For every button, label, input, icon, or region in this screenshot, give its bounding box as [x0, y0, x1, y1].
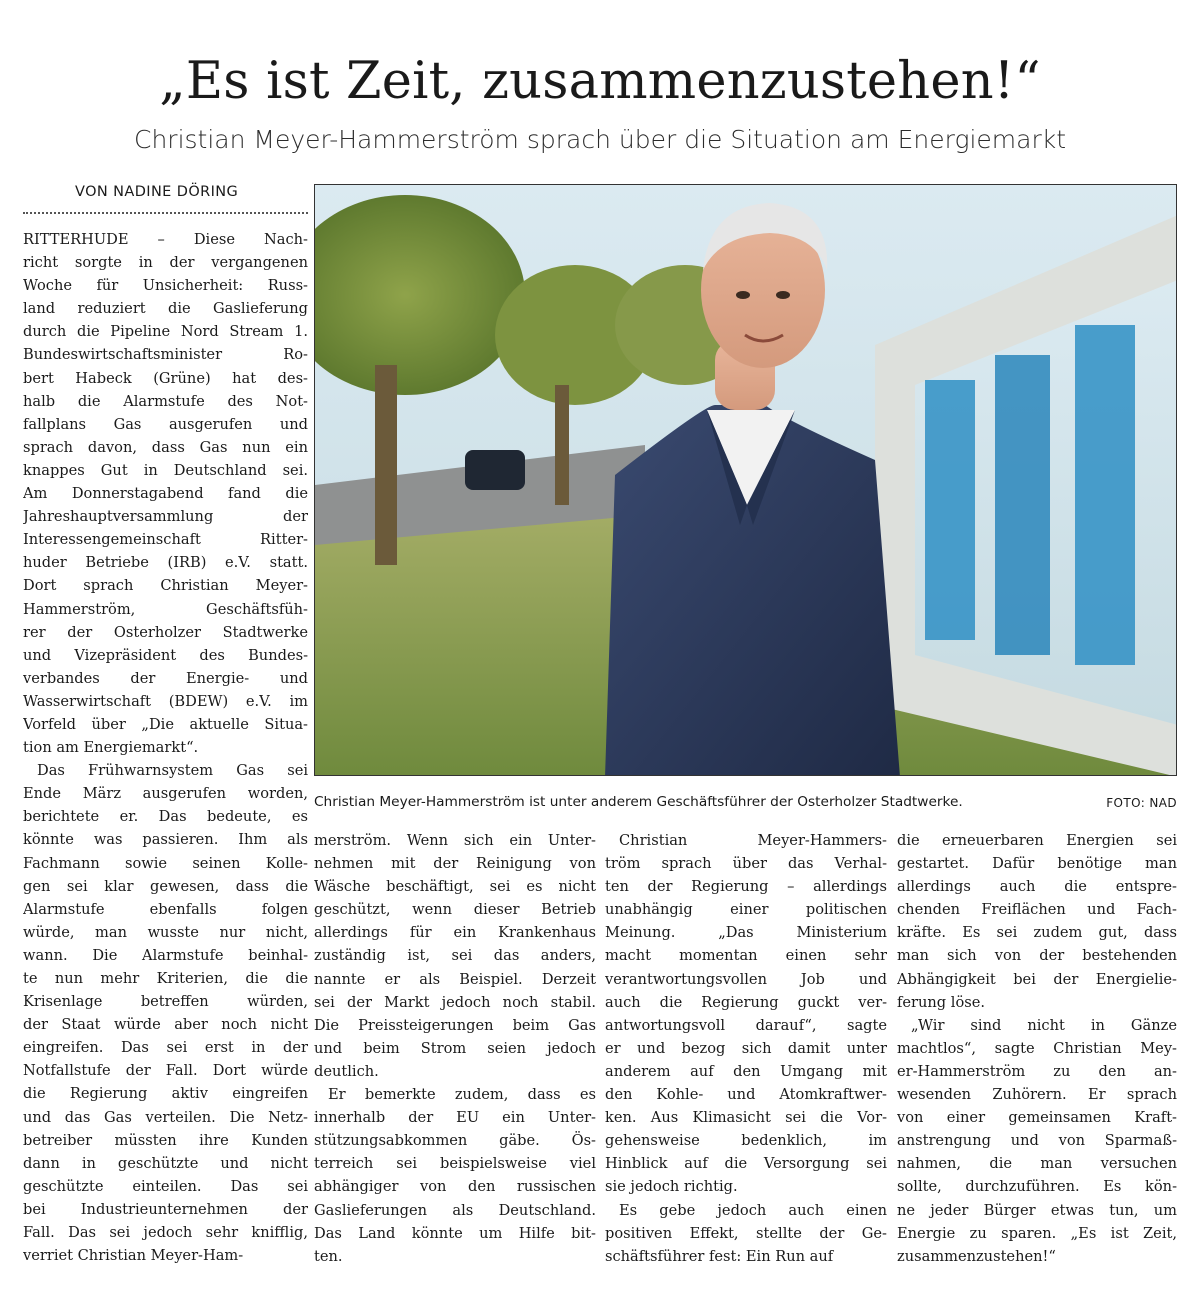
text-line: gestartet. Dafür benötige man — [897, 855, 1177, 873]
text-column-4 — [897, 829, 1177, 1268]
text-line: fallplans Gas ausgerufen und — [23, 415, 308, 433]
text-line: stützungsabkommen gäbe. Ös- — [314, 1132, 596, 1150]
text-line: tion am Energiemarkt“. — [23, 739, 199, 757]
text-line: zuständig ist, sei das anders, — [314, 947, 596, 965]
article-headline: „Es ist Zeit, zusammenzustehen!“ — [159, 52, 1041, 111]
text-line: machtlos“, sagte Christian Mey- — [897, 1039, 1177, 1057]
byline-divider — [23, 212, 308, 214]
text-line: von einer gemeinsamen Kraft- — [897, 1109, 1177, 1127]
text-line: berichtete er. Das bedeute, es — [23, 808, 308, 826]
text-line: bei Industrieunternehmen der — [23, 1200, 308, 1218]
article-byline: VON NADINE DÖRING — [75, 184, 239, 200]
text-line: Er bemerkte zudem, dass es — [328, 1086, 596, 1104]
text-line: Hammerström, Geschäftsfüh- — [23, 600, 308, 618]
text-line: Notfallstufe der Fall. Dort würde — [23, 1062, 308, 1080]
text-line: eingreifen. Das sei erst in der — [23, 1039, 308, 1057]
text-line: Dort sprach Christian Meyer- — [23, 577, 308, 595]
text-line: Am Donnerstagabend fand die — [23, 485, 308, 503]
text-line: sie jedoch richtig. — [605, 1178, 738, 1196]
text-column-2 — [314, 829, 596, 1268]
text-line: auch die Regierung guckt ver- — [605, 993, 887, 1011]
text-line: betreiber müssten ihre Kunden — [23, 1131, 308, 1149]
text-line: Meinung. „Das Ministerium — [605, 924, 887, 942]
text-line: terreich sei beispielsweise viel — [314, 1155, 596, 1173]
text-column-3 — [605, 829, 887, 1268]
text-line: allerdings auch die entspre- — [897, 878, 1177, 896]
text-line: Hinblick auf die Versorgung sei — [605, 1155, 887, 1173]
text-line: rer der Osterholzer Stadtwerke — [23, 623, 308, 641]
text-line: Interessengemeinschaft Ritter- — [23, 531, 308, 549]
photo-credit: FOTO: NAD — [1106, 796, 1177, 810]
text-line: Fachmann sowie seinen Kolle- — [23, 854, 308, 872]
photo-caption: Christian Meyer-Hammerström ist unter anderem Geschäftsführer der Osterholzer Stadtwerke. — [314, 794, 963, 810]
text-line: Alarmstufe ebenfalls folgen — [23, 900, 308, 918]
text-line: gen sei klar gewesen, dass die — [23, 877, 308, 895]
text-line: bert Habeck (Grüne) hat des- — [23, 369, 308, 387]
text-line: unabhängig einer politischen — [605, 901, 887, 919]
text-line: Das Land könnte um Hilfe bit- — [314, 1224, 596, 1242]
text-line: Das Frühwarnsystem Gas sei — [37, 762, 308, 780]
text-line: huder Betriebe (IRB) e.V. statt. — [23, 554, 308, 572]
text-line: anstrengung und von Sparmaß- — [897, 1132, 1177, 1150]
text-line: Energie zu sparen. „Es ist Zeit, — [897, 1224, 1177, 1242]
text-line: Fall. Das sei jedoch sehr knifflig, — [23, 1224, 308, 1242]
text-line: geschützt, wenn dieser Betrieb — [314, 901, 596, 919]
text-line: könnte was passieren. Ihm als — [23, 831, 308, 849]
text-line: positiven Effekt, stellte der Ge- — [605, 1224, 887, 1242]
text-line: würde, man wusste nur nicht, — [23, 923, 308, 941]
portrait-image — [315, 185, 1177, 776]
text-line: RITTERHUDE – Diese Nach- — [23, 231, 308, 248]
text-line: Wasserwirtschaft (BDEW) e.V. im — [23, 692, 308, 710]
text-line: deutlich. — [314, 1062, 379, 1080]
text-line: ken. Aus Klimasicht sei die Vor- — [605, 1109, 887, 1127]
text-line: nehmen mit der Reinigung von — [314, 855, 596, 873]
text-line: wesenden Zuhörern. Er sprach — [897, 1086, 1177, 1104]
text-line: verbandes der Energie- und — [23, 669, 308, 687]
text-line: Abhängigkeit bei der Energielie- — [897, 970, 1177, 988]
text-line: halb die Alarmstufe des Not- — [23, 392, 308, 410]
text-line: abhängiger von den russischen — [314, 1178, 596, 1196]
text-line: allerdings für ein Krankenhaus — [314, 924, 596, 942]
text-line: merström. Wenn sich ein Unter- — [314, 832, 596, 849]
text-line: „Wir sind nicht in Gänze — [911, 1016, 1177, 1034]
text-line: den Kohle- und Atomkraftwer- — [605, 1086, 887, 1104]
text-line: kräfte. Es sei zudem gut, dass — [897, 924, 1177, 942]
text-line: er und bezog sich damit unter — [605, 1039, 887, 1057]
text-column-1 — [23, 228, 308, 1267]
text-line: ne jeder Bürger etwas tun, um — [897, 1201, 1177, 1219]
text-line: verriet Christian Meyer-Ham- — [23, 1247, 244, 1265]
text-line: Vorfeld über „Die aktuelle Situa- — [23, 715, 308, 733]
text-line: und das Gas verteilen. Die Netz- — [23, 1108, 308, 1126]
text-line: verantwortungsvollen Job und — [605, 970, 887, 988]
text-line: schäftsführer fest: Ein Run auf — [605, 1247, 834, 1265]
text-line: Bundeswirtschaftsminister Ro- — [23, 346, 308, 364]
text-line: er-Hammerström zu den an- — [897, 1062, 1177, 1080]
text-line: dann in geschützte und nicht — [23, 1154, 308, 1172]
text-line: wann. Die Alarmstufe beinhal- — [23, 946, 308, 964]
text-line: die Regierung aktiv eingreifen — [23, 1085, 308, 1103]
text-line: durch die Pipeline Nord Stream 1. — [23, 323, 308, 341]
text-line: sollte, durchzuführen. Es kön- — [897, 1178, 1177, 1196]
text-line: der Staat würde aber noch nicht — [23, 1016, 308, 1034]
text-line: Christian Meyer-Hammers- — [619, 832, 887, 849]
text-line: knappes Gut in Deutschland sei. — [23, 461, 308, 479]
text-line: antwortungsvoll darauf“, sagte — [605, 1016, 887, 1034]
text-line: richt sorgte in der vergangenen — [23, 254, 308, 272]
text-line: ten. — [314, 1247, 343, 1265]
text-line: nahmen, die man versuchen — [897, 1155, 1177, 1173]
text-line: Die Preissteigerungen beim Gas — [314, 1016, 596, 1034]
text-line: geschützte einteilen. Das sei — [23, 1177, 308, 1195]
text-line: man sich von der bestehenden — [897, 947, 1177, 965]
text-line: ferung löse. — [897, 993, 986, 1011]
text-line: innerhalb der EU ein Unter- — [314, 1109, 596, 1127]
text-line: nannte er als Beispiel. Derzeit — [314, 970, 596, 988]
text-line: sei der Markt jedoch noch stabil. — [314, 993, 596, 1011]
text-line: Ende März ausgerufen worden, — [23, 785, 308, 803]
text-line: Krisenlage betreffen würden, — [23, 993, 308, 1011]
text-line: und beim Strom seien jedoch — [314, 1039, 596, 1057]
text-line: die erneuerbaren Energien sei — [897, 832, 1177, 849]
text-line: Gaslieferungen als Deutschland. — [314, 1201, 596, 1219]
text-line: sprach davon, dass Gas nun ein — [23, 438, 308, 456]
text-line: Woche für Unsicherheit: Russ- — [23, 277, 308, 295]
text-line: zusammenzustehen!“ — [897, 1247, 1056, 1265]
article-subline: Christian Meyer-Hammerström sprach über die Situation am Energiemarkt — [133, 125, 1067, 154]
article-photo — [314, 184, 1177, 776]
text-line: und Vizepräsident des Bundes- — [23, 646, 308, 664]
text-line: gehensweise bedenklich, im — [605, 1132, 887, 1150]
text-line: te nun mehr Kriterien, die die — [23, 970, 308, 987]
text-line: Es gebe jedoch auch einen — [619, 1201, 887, 1219]
text-line: tröm sprach über das Verhal- — [605, 855, 887, 873]
text-line: chenden Freiflächen und Fach- — [897, 901, 1177, 919]
text-line: Wäsche beschäftigt, sei es nicht — [314, 878, 596, 896]
text-line: macht momentan einen sehr — [605, 947, 887, 965]
text-line: anderem auf den Umgang mit — [605, 1062, 887, 1080]
text-line: land reduziert die Gaslieferung — [23, 300, 308, 318]
text-line: Jahreshauptversammlung der — [23, 508, 308, 526]
text-line: ten der Regierung – allerdings — [605, 878, 887, 896]
